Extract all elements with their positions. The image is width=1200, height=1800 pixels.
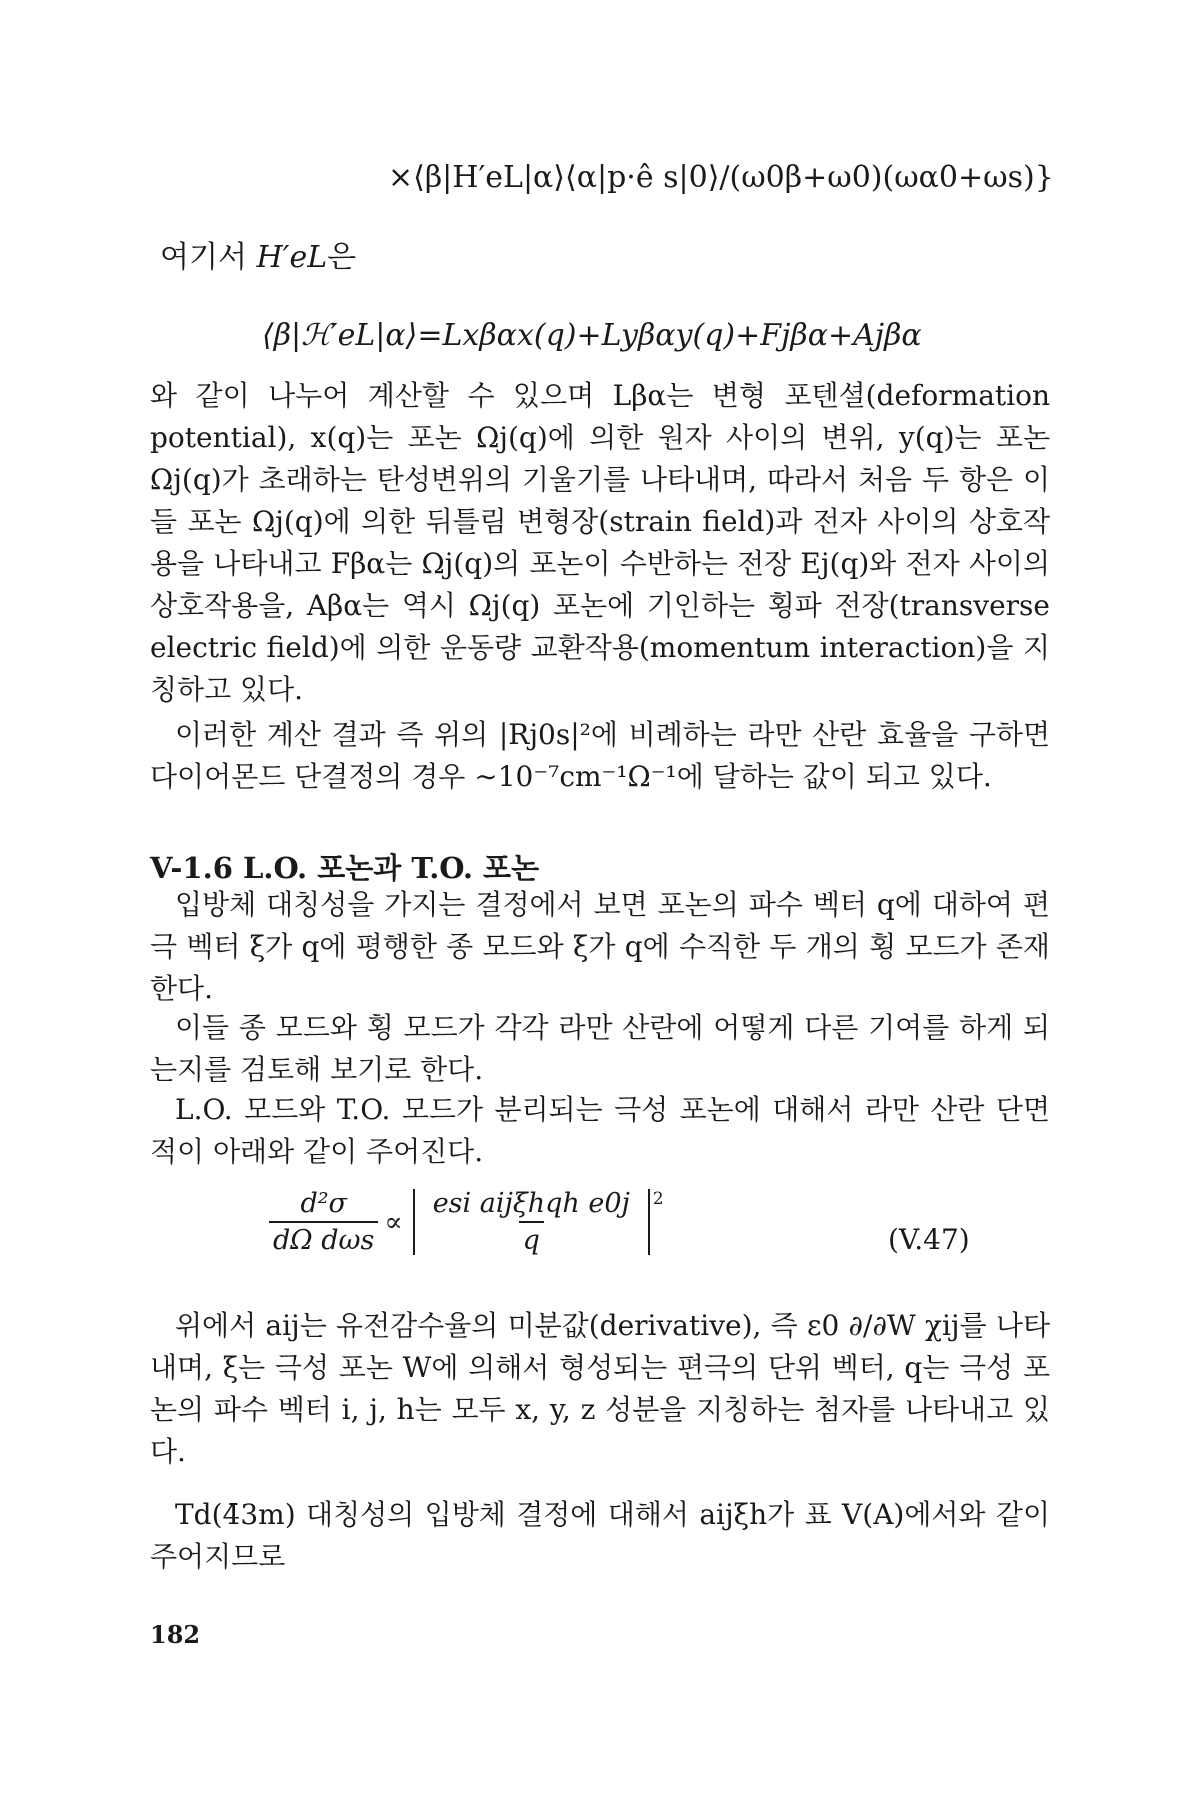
- intro-symbol: H′eL: [256, 240, 328, 275]
- section-heading: V-1.6 L.O. 포논과 T.O. 포논: [150, 851, 540, 885]
- paragraph-efficiency: 이러한 계산 결과 즉 위의 |Rj0s|²에 비례하는 라만 산란 효율을 구하면 다이어몬드 단결정의 경우 ∼10⁻⁷cm⁻¹Ω⁻¹에 달하는 값이 되고 있다.: [150, 718, 1050, 793]
- hamiltonian-equation: ⟨β|ℋ′eL|α⟩=Lxβαx(q)+Lyβαy(q)+Fjβα+Ajβα: [262, 318, 922, 353]
- paragraph-symmetry: Td(4̄3m) 대칭성의 입방체 결정에 대해서 aijξh가 표 V(A)에서와 같이 주어지므로: [150, 1498, 1050, 1573]
- rhs-numerator: esi aijξhqh e0j: [432, 1188, 630, 1219]
- equation-number: (V.47): [888, 1223, 970, 1256]
- lhs-fraction: [269, 1188, 378, 1256]
- rhs-denominator: q: [519, 1221, 544, 1256]
- cross-section-equation: [265, 1188, 664, 1256]
- rhs-fraction: [429, 1188, 634, 1256]
- paragraph-derivative: 위에서 aij는 유전감수율의 미분값(derivative), 즉 ε0 ∂/∂W χij를 나타내며, ξ는 극성 포논 W에 의해서 형성되는 편극의 단위 벡터, q는 극성 포논의 파수 벡터 i, j, h는 모두 x, y, z 성분을 지칭하는 첨자를 나타내고 있다.: [150, 1309, 1050, 1468]
- page-number: 182: [150, 1620, 201, 1649]
- intro-text: 여기서: [160, 240, 257, 275]
- equation-continuation: ×⟨β|H′eL|α⟩⟨α|p·ê s|0⟩/(ω0β+ω0)(ωα0+ωs)}: [388, 160, 1054, 195]
- proportional-sign: ∝: [384, 1206, 403, 1238]
- paragraph-modes: 입방체 대칭성을 가지는 결정에서 보면 포논의 파수 벡터 q에 대하여 편극 벡터 ξ가 q에 평행한 종 모드와 ξ가 q에 수직한 두 개의 횡 모드가 존재한다.: [150, 888, 1050, 1005]
- lhs-denominator: dΩ dωs: [269, 1221, 378, 1256]
- paragraph-contribution: 이들 종 모드와 횡 모드가 각각 라만 산란에 어떻게 다른 기여를 하게 되는지를 검토해 보기로 한다.: [150, 1011, 1050, 1086]
- absolute-value: [413, 1189, 650, 1255]
- intro-particle: 은: [327, 240, 357, 275]
- lhs-numerator: d²σ: [300, 1188, 347, 1219]
- paragraph-cross-section: L.O. 모드와 T.O. 모드가 분리되는 극성 포논에 대해서 라만 산란 단면적이 아래와 같이 주어진다.: [150, 1093, 1050, 1168]
- paragraph-deformation: 와 같이 나누어 계산할 수 있으며 Lβα는 변형 포텐셜(deformation potential), x(q)는 포논 Ωj(q)에 의한 원자 사이의 변위, y(q)는 포논 Ωj(q)가 초래하는 탄성변위의 기울기를 나타내며, 따라서 처음 두 항은 이들 포논 Ωj(q)에 의한 뒤틀림 변형장(strain field)과 전자 사이의 상호작용을 나타내고 Fβα는 Ωj(q)의 포논이 수반하는 전장 Ej(q)와 전자 사이의 상호작용을, Aβα는 역시 Ωj(q) 포논에 기인하는 횡파 전장(transverse electric field)에 의한 운동량 교환작용(momentum interaction)을 지칭하고 있다.: [150, 379, 1050, 706]
- exponent: 2: [652, 1188, 664, 1208]
- intro-line: [160, 232, 356, 276]
